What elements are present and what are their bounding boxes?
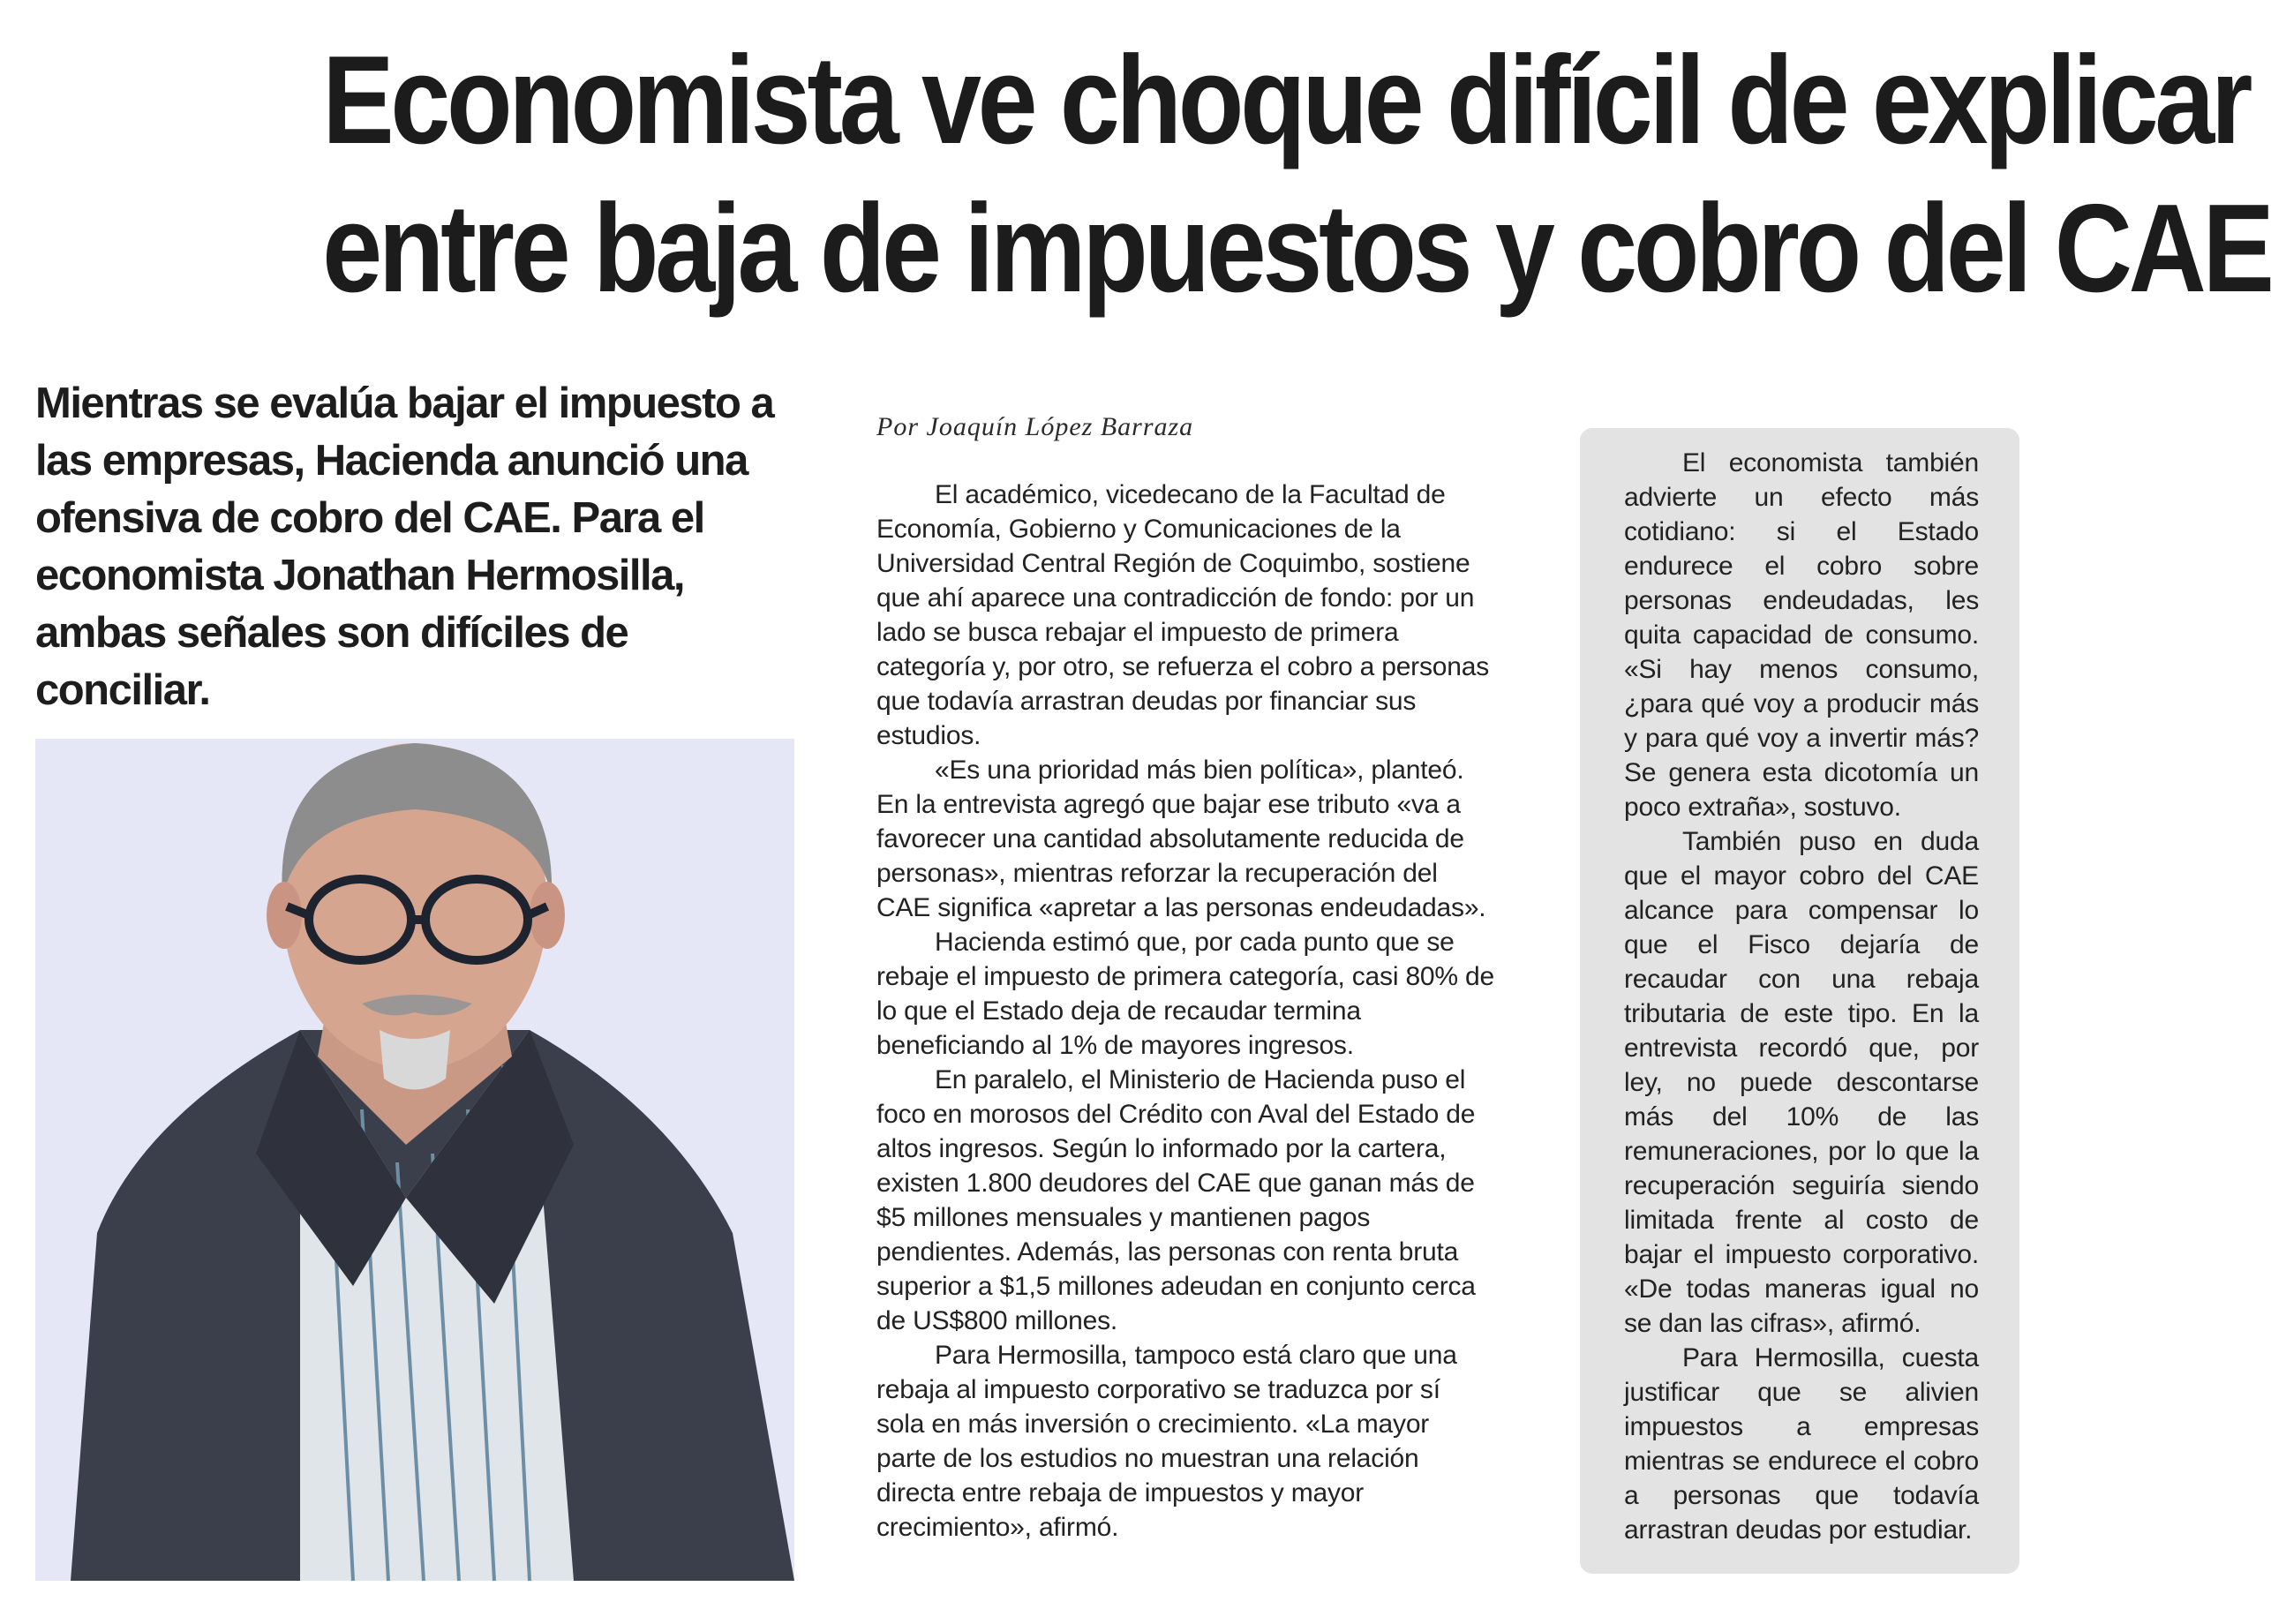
byline: Por Joaquín López Barraza [876, 412, 1194, 441]
headline [322, 26, 2271, 323]
portrait-illustration [35, 739, 794, 1581]
sidebar-paragraph: El economista también advierte un efecto más cotidiano: si el Estado endurece el cobro sobre personas endeudadas, les quita capacidad de consumo. «Si hay menos consumo, ¿para qué voy a producir más y para qué voy a invertir más? Se genera esta dicotomía un poco extraña», sostuvo. [1624, 448, 1979, 822]
body-paragraph: En paralelo, el Ministerio de Hacienda puso el foco en morosos del Crédito con Aval del Estado de altos ingresos. Según lo informado por la cartera, existen 1.800 deudores del CAE que ganan más de $5 millones mensuales y mantienen pagos pendientes. Además, las personas con renta bruta superior a $1,5 millones adeudan en conjunto cerca de US$800 millones. [876, 1065, 1476, 1335]
sidebar-paragraph: Para Hermosilla, cuesta justificar que se alivien impuestos a empresas mientras se endurece el cobro a personas que todavía arrastran deudas por estudiar. [1624, 1343, 1979, 1545]
body-paragraph: Hacienda estimó que, por cada punto que se rebaje el impuesto de primera categoría, casi 80% de lo que el Estado deja de recaudar termina beneficiando al 1% de mayores ingresos. [876, 928, 1494, 1060]
article-deck: Mientras se evalúa bajar el impuesto a las empresas, Hacienda anunció una ofensiva de cobro del CAE. Para el economista Jonathan Hermosilla, ambas señales son difíciles de conciliar. [35, 380, 774, 714]
article-body [876, 477, 1494, 1545]
body-paragraph: Para Hermosilla, tampoco está claro que una rebaja al impuesto corporativo se traduzca por sí sola en más inversión o crecimiento. «La mayor parte de los estudios no muestran una relación directa entre rebaja de impuestos y mayor crecimiento», afirmó. [876, 1341, 1457, 1542]
headline-line-1: Economista ve choque difícil de explicar [322, 30, 2250, 170]
portrait-photo [35, 739, 794, 1581]
body-paragraph: El académico, vicedecano de la Facultad de Economía, Gobierno y Comunicaciones de la Universidad Central Región de Coquimbo, sostiene que ahí aparece una contradicción de fondo: por un lado se busca rebajar el impuesto de primera categoría y, por otro, se refuerza el cobro a personas que todavía arrastran deudas por financiar sus estudios. [876, 480, 1490, 750]
sidebar-text [1624, 446, 1979, 1547]
headline-line-2: entre baja de impuestos y cobro del CAE [322, 178, 2271, 319]
body-paragraph: «Es una prioridad más bien política», planteó. En la entrevista agregó que bajar ese tributo «va a favorecer una cantidad absolutamente reducida de personas», mientras reforzar la recuperación del CAE significa «apretar a las personas endeudadas». [876, 756, 1486, 922]
sidebar-paragraph: También puso en duda que el mayor cobro del CAE alcance para compensar lo que el Fisco dejaría de recaudar con una rebaja tributaria de este tipo. En la entrevista recordó que, por ley, no puede descontarse más del 10% de las remuneraciones, por lo que la recuperación seguiría siendo limitada frente al costo de bajar el impuesto corporativo. «De todas maneras igual no se dan las cifras», afirmó. [1624, 827, 1979, 1338]
